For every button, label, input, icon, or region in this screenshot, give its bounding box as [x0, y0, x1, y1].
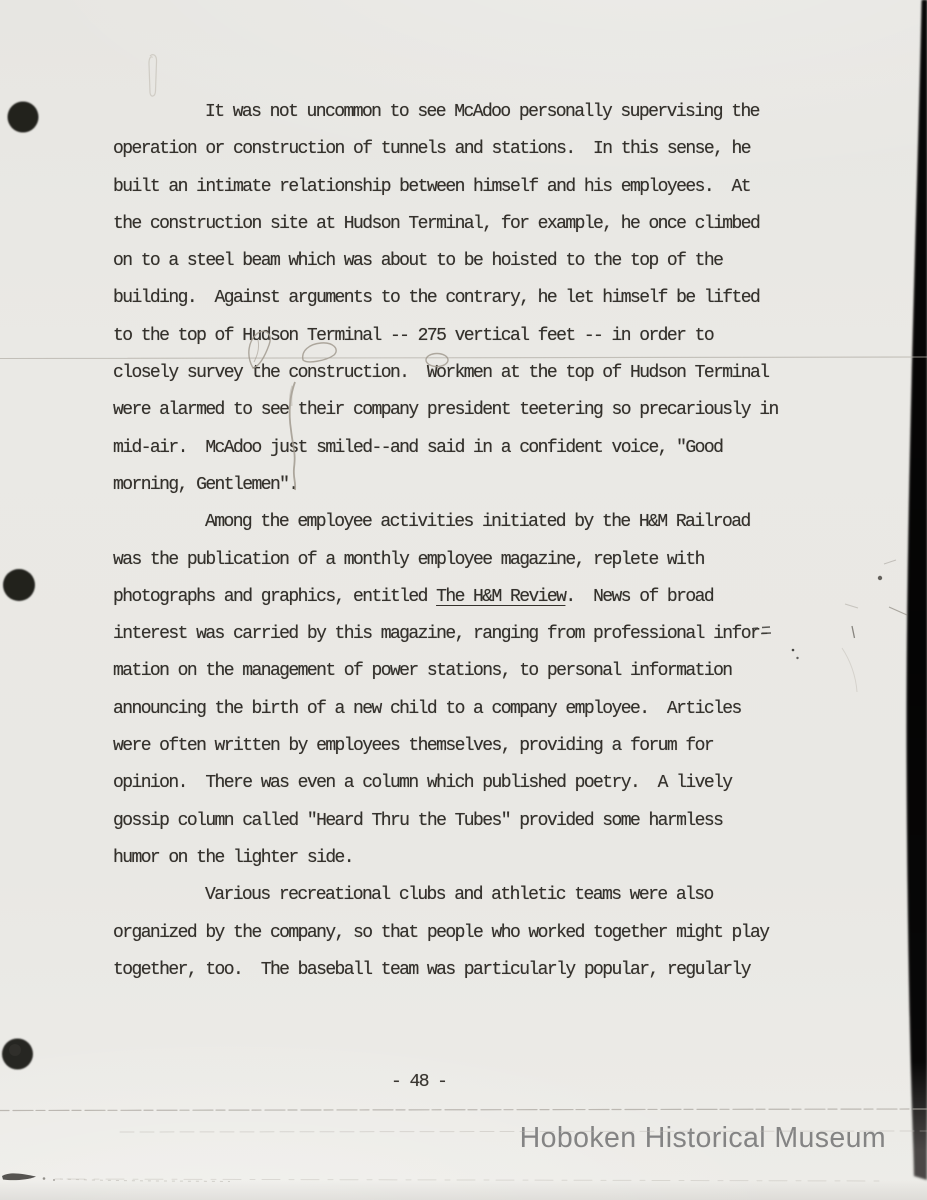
- scan-edge-right-fill: [907, 0, 927, 1180]
- speck-faint: [884, 560, 896, 564]
- typewritten-text: [113, 94, 833, 989]
- text-line: mid-air. McAdoo just smiled--and said in a confident voice, "Good: [113, 437, 723, 458]
- smudge-dot: [53, 1179, 55, 1181]
- text-line: operation or construction of tunnels and stations. In this sense, he: [113, 139, 750, 160]
- text-line: photographs and graphics, entitled The H&M Review. News of broad: [113, 586, 714, 607]
- text-line: building. Against arguments to the contrary, he let himself be lifted: [113, 288, 760, 309]
- text-line: the construction site at Hudson Terminal, for example, he once climbed: [113, 213, 760, 234]
- hole-punch-texture: [9, 1044, 21, 1056]
- page-number: - 48 -: [391, 1072, 447, 1092]
- text-line: were often written by employees themselves, providing a forum for: [113, 736, 714, 757]
- text-line: Among the employee activities initiated by the H&M Railroad: [205, 512, 750, 533]
- text-line: to the top of Hudson Terminal -- 275 vertical feet -- in order to: [113, 325, 714, 346]
- scanner-line-2: [0, 1109, 927, 1111]
- bottom-smudge: [2, 1173, 230, 1181]
- text-line: morning, Gentlemen".: [113, 474, 298, 495]
- text-line: gossip column called "Heard Thru the Tubes" provided some harmless: [113, 810, 723, 831]
- speck-dash-top: [845, 604, 858, 608]
- text-line: Various recreational clubs and athletic teams were also: [205, 885, 713, 906]
- text-line: closely survey the construction. Workmen at the top of Hudson Terminal: [113, 363, 769, 384]
- text-line: organized by the company, so that people who worked together might play: [113, 922, 769, 943]
- text-line: opinion. There was even a column which published poetry. A lively: [113, 773, 732, 794]
- scan-edge-right: [907, 0, 927, 1180]
- hole-punch-bottom: [2, 1039, 33, 1070]
- text-line: were alarmed to see their company president teetering so precariously in: [113, 400, 778, 421]
- text-line: interest was carried by this magazine, ranging from professional infor-: [113, 624, 769, 645]
- text-line: together, too. The baseball team was particularly popular, regularly: [113, 959, 750, 980]
- paperclip-mark: [149, 55, 157, 96]
- smudge-dot: [43, 1177, 46, 1180]
- text-line: mation on the management of power stations, to personal information: [113, 661, 732, 682]
- speck-curve: [842, 648, 857, 692]
- watermark: Hoboken Historical Museum: [519, 1122, 886, 1154]
- text-line: It was not uncommon to see McAdoo personally supervising the: [205, 102, 759, 122]
- text-line: announcing the birth of a new child to a company employee. Articles: [113, 698, 741, 719]
- bottom-smudge-streak: [2, 1173, 36, 1180]
- text-line: humor on the lighter side.: [113, 847, 354, 868]
- speck-slash: [889, 607, 907, 615]
- scanner-line-4: [55, 1179, 880, 1181]
- speck-tick: [852, 626, 855, 638]
- smudge-tail: [60, 1179, 230, 1182]
- hole-punches: [2, 102, 39, 1070]
- hole-punch-top: [8, 102, 39, 133]
- text-line: built an intimate relationship between himself and his employees. At: [113, 176, 750, 197]
- hole-punch-middle: [3, 569, 35, 601]
- text-line: was the publication of a monthly employee magazine, replete with: [113, 549, 704, 570]
- speck-blob: [878, 576, 882, 580]
- text-line: on to a steel beam which was about to be hoisted to the top of the: [113, 251, 723, 272]
